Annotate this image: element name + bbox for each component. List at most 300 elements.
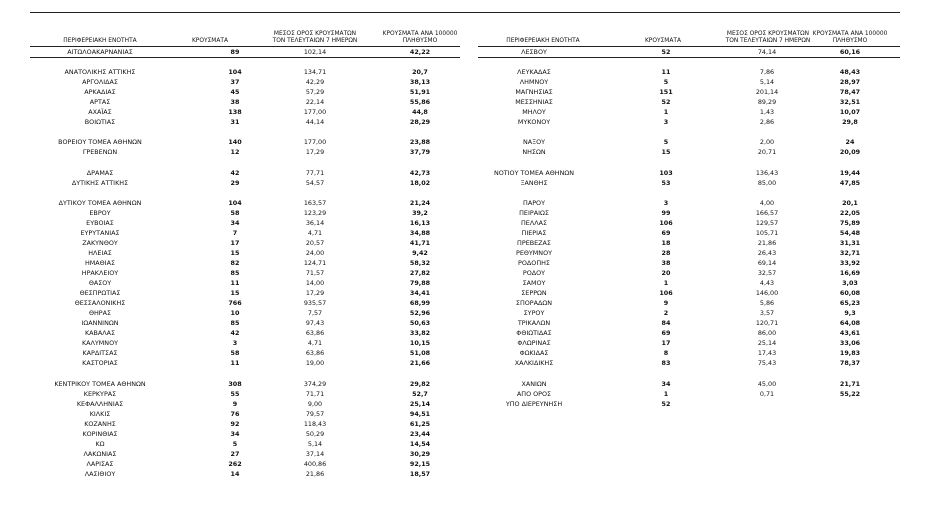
region-cell: ΜΥΚΟΝΟΥ bbox=[517, 118, 551, 127]
region-cell: ΓΡΕΒΕΝΩΝ bbox=[82, 148, 118, 157]
table-row bbox=[30, 308, 460, 318]
avg-cell: 136,43 bbox=[755, 168, 779, 177]
table-row bbox=[478, 318, 900, 328]
region-cell: ΜΗΛΟΥ bbox=[522, 108, 546, 117]
region-cell: ΦΛΩΡΙΝΑΣ bbox=[517, 339, 551, 348]
cases-cell: 29 bbox=[230, 178, 240, 187]
table-row bbox=[30, 178, 460, 188]
per100k-cell: 28,29 bbox=[409, 118, 431, 127]
region-cell: ΠΕΙΡΑΙΩΣ bbox=[519, 208, 549, 217]
cases-cell: 106 bbox=[659, 218, 673, 227]
region-cell: ΠΙΕΡΙΑΣ bbox=[521, 228, 547, 237]
avg-cell: 24,00 bbox=[305, 248, 325, 257]
per100k-cell: 94,51 bbox=[409, 409, 431, 418]
per100k-cell: 78,37 bbox=[839, 359, 861, 368]
table-row bbox=[30, 429, 460, 439]
region-cell: ΛΑΚΩΝΙΑΣ bbox=[83, 449, 117, 458]
region-cell: ΑΝΑΤΟΛΙΚΗΣ ΑΤΤΙΚΗΣ bbox=[64, 68, 136, 77]
avg-cell: 5,14 bbox=[307, 439, 323, 448]
region-cell: ΑΡΤΑΣ bbox=[89, 98, 111, 107]
table-row bbox=[30, 439, 460, 449]
region-cell: ΕΥΒΟΙΑΣ bbox=[86, 218, 114, 227]
table-row bbox=[30, 369, 460, 379]
per100k-cell: 39,2 bbox=[412, 208, 428, 217]
region-cell: ΚΕΦΑΛΛΗΝΙΑΣ bbox=[76, 399, 124, 408]
region-cell: ΠΑΡΟΥ bbox=[523, 198, 545, 207]
cases-cell: 12 bbox=[230, 148, 240, 157]
cases-cell: 8 bbox=[663, 349, 669, 358]
region-cell: ΝΗΣΩΝ bbox=[522, 148, 546, 157]
region-cell: ΗΡΑΚΛΕΙΟΥ bbox=[81, 269, 119, 278]
table-row bbox=[478, 87, 900, 97]
cases-cell: 34 bbox=[661, 379, 671, 388]
per100k-cell: 47,85 bbox=[839, 178, 861, 187]
avg-cell: 50,29 bbox=[305, 429, 325, 438]
cases-cell: 10 bbox=[230, 309, 240, 318]
region-cell: ΕΒΡΟΥ bbox=[89, 208, 111, 217]
header-per100k: ΚΡΟΥΣΜΑΤΑ ΑΝΑ 100000 ΠΛΗΘΥΣΜΟ bbox=[382, 31, 458, 44]
cases-cell: 58 bbox=[230, 208, 240, 217]
region-cell: ΛΕΣΒΟΥ bbox=[521, 48, 547, 56]
region-cell: ΣΠΟΡΑΔΩΝ bbox=[515, 299, 553, 308]
table-row bbox=[478, 278, 900, 288]
left-table bbox=[30, 24, 460, 479]
header-region: ΠΕΡΙΦΕΡΕΙΑΚΗ ΕΝΟΤΗΤΑ bbox=[63, 38, 137, 44]
avg-cell: 120,71 bbox=[755, 319, 779, 328]
table-row bbox=[478, 67, 900, 77]
region-cell: ΝΑΞΟΥ bbox=[522, 138, 546, 147]
region-cell: ΚΑΛΥΜΝΟΥ bbox=[81, 339, 119, 348]
cases-cell: 9 bbox=[663, 299, 669, 308]
per100k-cell: 16,13 bbox=[409, 218, 431, 227]
per100k-cell: 54,48 bbox=[839, 228, 861, 237]
per100k-cell: 29,8 bbox=[842, 118, 858, 127]
region-cell: ΚΕΡΚΥΡΑΣ bbox=[83, 389, 117, 398]
cases-cell: 11 bbox=[230, 279, 240, 288]
region-cell: ΑΠΟ ΟΡΟΣ bbox=[516, 389, 552, 398]
avg-cell: 9,00 bbox=[307, 399, 323, 408]
per100k-cell: 20,7 bbox=[412, 68, 428, 77]
cases-cell: 28 bbox=[661, 248, 671, 257]
cases-cell: 5 bbox=[232, 439, 238, 448]
region-cell: ΣΕΡΡΩΝ bbox=[521, 289, 547, 298]
avg-cell: 26,43 bbox=[757, 248, 777, 257]
per100k-cell: 52,7 bbox=[412, 389, 428, 398]
per100k-cell: 19,44 bbox=[839, 168, 861, 177]
cases-cell: 34 bbox=[230, 218, 240, 227]
right-table-body bbox=[478, 47, 900, 409]
region-cell: ΑΡΚΑΔΙΑΣ bbox=[84, 88, 116, 97]
avg-cell: 7,57 bbox=[307, 309, 323, 318]
avg-cell: 129,57 bbox=[755, 218, 779, 227]
region-cell: ΛΑΡΙΣΑΣ bbox=[86, 459, 114, 468]
cases-cell: 15 bbox=[661, 148, 671, 157]
cases-cell: 52 bbox=[661, 98, 671, 107]
cases-cell: 14 bbox=[230, 469, 240, 478]
table-row bbox=[30, 419, 460, 429]
cases-cell: 18 bbox=[661, 238, 671, 247]
cases-cell: 85 bbox=[230, 269, 240, 278]
avg-cell: 4,00 bbox=[759, 198, 775, 207]
table-row bbox=[30, 248, 460, 258]
per100k-cell: 20,09 bbox=[839, 148, 861, 157]
table-row bbox=[30, 469, 460, 479]
table-row bbox=[30, 228, 460, 238]
avg-cell: 17,29 bbox=[305, 289, 325, 298]
cases-cell: 11 bbox=[661, 68, 671, 77]
per100k-cell: 29,82 bbox=[409, 379, 431, 388]
per100k-cell: 21,66 bbox=[409, 359, 431, 368]
region-cell: ΕΥΡΥΤΑΝΙΑΣ bbox=[80, 228, 120, 237]
table-row bbox=[30, 288, 460, 298]
table-row bbox=[30, 47, 460, 57]
right-table-header bbox=[478, 24, 900, 47]
cases-cell: 84 bbox=[661, 319, 671, 328]
per100k-cell: 3,03 bbox=[842, 279, 858, 288]
per100k-cell: 33,92 bbox=[839, 258, 861, 267]
cases-cell: 53 bbox=[661, 178, 671, 187]
per100k-cell: 60,08 bbox=[839, 289, 861, 298]
region-cell: ΚΑΣΤΟΡΙΑΣ bbox=[82, 359, 118, 368]
table-row bbox=[478, 358, 900, 368]
per100k-cell: 18,57 bbox=[409, 469, 431, 478]
cases-cell: 31 bbox=[230, 118, 240, 127]
region-cell: ΚΩ bbox=[95, 439, 105, 448]
avg-cell: 118,43 bbox=[303, 419, 327, 428]
cases-cell: 38 bbox=[661, 258, 671, 267]
per100k-cell: 28,97 bbox=[839, 78, 861, 87]
per100k-cell: 68,99 bbox=[409, 299, 431, 308]
per100k-cell: 10,07 bbox=[839, 108, 861, 117]
per100k-cell: 20,1 bbox=[842, 198, 858, 207]
region-cell: ΦΘΙΩΤΙΔΑΣ bbox=[516, 329, 552, 338]
table-row bbox=[30, 77, 460, 87]
cases-cell: 17 bbox=[230, 238, 240, 247]
table-row bbox=[478, 369, 900, 379]
cases-cell: 38 bbox=[230, 98, 240, 107]
cases-cell: 85 bbox=[230, 319, 240, 328]
cases-cell: 27 bbox=[230, 449, 240, 458]
cases-cell: 103 bbox=[659, 168, 673, 177]
table-row bbox=[478, 188, 900, 198]
table-row bbox=[30, 127, 460, 137]
per100k-cell: 43,61 bbox=[839, 329, 861, 338]
per100k-cell: 24 bbox=[845, 138, 855, 147]
per100k-cell: 33,06 bbox=[839, 339, 861, 348]
cases-cell: 89 bbox=[230, 48, 240, 56]
per100k-cell: 9,42 bbox=[412, 248, 428, 257]
cases-cell: 55 bbox=[230, 389, 240, 398]
avg-cell: 102,14 bbox=[303, 48, 327, 56]
avg-cell: 105,71 bbox=[755, 228, 779, 237]
avg-cell: 42,29 bbox=[305, 78, 325, 87]
per100k-cell: 34,88 bbox=[409, 228, 431, 237]
per100k-cell: 64,08 bbox=[839, 319, 861, 328]
cases-cell: 2 bbox=[663, 309, 669, 318]
cases-cell: 69 bbox=[661, 329, 671, 338]
avg-cell: 0,71 bbox=[759, 389, 775, 398]
per100k-cell: 78,47 bbox=[839, 88, 861, 97]
cases-cell: 11 bbox=[230, 359, 240, 368]
region-cell: ΚΟΖΑΝΗΣ bbox=[84, 419, 116, 428]
avg-cell: 44,14 bbox=[305, 118, 325, 127]
region-cell: ΚΑΒΑΛΑΣ bbox=[84, 329, 116, 338]
avg-cell: 69,14 bbox=[757, 258, 777, 267]
table-row bbox=[478, 147, 900, 157]
avg-cell: 4,71 bbox=[307, 339, 323, 348]
table-row bbox=[30, 208, 460, 218]
cases-cell: 34 bbox=[230, 429, 240, 438]
table-row bbox=[30, 137, 460, 147]
per100k-cell: 32,71 bbox=[839, 248, 861, 257]
table-row bbox=[478, 47, 900, 57]
avg-cell: 124,71 bbox=[303, 258, 327, 267]
avg-cell: 97,43 bbox=[305, 319, 325, 328]
region-cell: ΔΥΤΙΚΟΥ ΤΟΜΕΑ ΑΘΗΝΩΝ bbox=[58, 198, 142, 207]
region-cell: ΚΟΡΙΝΘΙΑΣ bbox=[82, 429, 118, 438]
per100k-cell: 21,71 bbox=[839, 379, 861, 388]
table-row bbox=[478, 57, 900, 67]
table-row bbox=[30, 97, 460, 107]
per100k-cell: 79,88 bbox=[409, 279, 431, 288]
per100k-cell: 22,05 bbox=[839, 208, 861, 217]
table-row bbox=[30, 409, 460, 419]
region-cell: ΣΑΜΟΥ bbox=[522, 279, 546, 288]
region-cell: ΧΑΛΚΙΔΙΚΗΣ bbox=[514, 359, 554, 368]
cases-cell: 138 bbox=[228, 108, 242, 117]
table-row bbox=[30, 399, 460, 409]
avg-cell: 63,86 bbox=[305, 349, 325, 358]
region-cell: ΡΟΔΟΠΗΣ bbox=[518, 258, 550, 267]
per100k-cell: 51,91 bbox=[409, 88, 431, 97]
table-row bbox=[30, 117, 460, 127]
per100k-cell: 16,69 bbox=[839, 269, 861, 278]
table-row bbox=[478, 308, 900, 318]
region-cell: ΚΙΛΚΙΣ bbox=[89, 409, 111, 418]
region-cell: ΒΟΡΕΙΟΥ ΤΟΜΕΑ ΑΘΗΝΩΝ bbox=[58, 138, 142, 147]
per100k-cell: 48,43 bbox=[839, 68, 861, 77]
per100k-cell: 32,51 bbox=[839, 98, 861, 107]
avg-cell: 21,86 bbox=[305, 469, 325, 478]
cases-cell: 58 bbox=[230, 349, 240, 358]
cases-cell: 7 bbox=[232, 228, 238, 237]
per100k-cell: 58,32 bbox=[409, 258, 431, 267]
avg-cell: 3,57 bbox=[759, 309, 775, 318]
table-row bbox=[30, 459, 460, 469]
cases-cell: 151 bbox=[659, 88, 673, 97]
region-cell: ΘΗΡΑΣ bbox=[88, 309, 112, 318]
right-table bbox=[478, 24, 900, 409]
cases-report bbox=[30, 12, 900, 480]
table-row bbox=[30, 87, 460, 97]
avg-cell: 4,43 bbox=[759, 279, 775, 288]
region-cell: ΛΑΣΙΘΙΟΥ bbox=[84, 469, 116, 478]
cases-cell: 76 bbox=[230, 409, 240, 418]
region-cell: ΗΜΑΘΙΑΣ bbox=[84, 258, 115, 267]
cases-cell: 15 bbox=[230, 248, 240, 257]
table-row bbox=[478, 117, 900, 127]
avg-cell: 89,29 bbox=[757, 98, 777, 107]
per100k-cell: 27,82 bbox=[409, 269, 431, 278]
avg-cell: 146,00 bbox=[755, 289, 779, 298]
table-row bbox=[30, 158, 460, 168]
table-row bbox=[478, 168, 900, 178]
table-row bbox=[30, 258, 460, 268]
cases-cell: 15 bbox=[230, 289, 240, 298]
header-avg7: ΜΕΣΟΣ ΟΡΟΣ ΚΡΟΥΣΜΑΤΩΝ ΤΟΝ ΤΕΛΕΥΤΑΙΩΝ 7 ΗΜΕΡΩΝ bbox=[272, 31, 358, 44]
table-row bbox=[30, 298, 460, 308]
table-row bbox=[30, 168, 460, 178]
table-row bbox=[478, 178, 900, 188]
per100k-cell: 18,02 bbox=[409, 178, 431, 187]
table-row bbox=[478, 338, 900, 348]
per100k-cell: 55,22 bbox=[839, 389, 861, 398]
avg-cell: 177,00 bbox=[303, 138, 327, 147]
header-region: ΠΕΡΙΦΕΡΕΙΑΚΗ ΕΝΟΤΗΤΑ bbox=[506, 38, 580, 44]
region-cell: ΠΡΕΒΕΖΑΣ bbox=[517, 238, 551, 247]
table-row bbox=[478, 268, 900, 278]
table-row bbox=[30, 449, 460, 459]
avg-cell: 2,00 bbox=[759, 138, 775, 147]
avg-cell: 32,57 bbox=[757, 269, 777, 278]
avg-cell: 5,14 bbox=[759, 78, 775, 87]
avg-cell: 36,14 bbox=[305, 218, 325, 227]
table-row bbox=[478, 77, 900, 87]
per100k-cell: 52,96 bbox=[409, 309, 431, 318]
per100k-cell: 23,44 bbox=[409, 429, 431, 438]
avg-cell: 4,71 bbox=[307, 228, 323, 237]
region-cell: ΘΕΣΠΡΩΤΙΑΣ bbox=[79, 289, 121, 298]
region-cell: ΡΕΘΥΜΝΟΥ bbox=[515, 248, 553, 257]
table-row bbox=[478, 389, 900, 399]
cases-cell: 37 bbox=[230, 78, 240, 87]
table-row bbox=[478, 127, 900, 137]
table-row bbox=[30, 268, 460, 278]
header-avg7: ΜΕΣΟΣ ΟΡΟΣ ΚΡΟΥΣΜΑΤΩΝ ΤΟΝ ΤΕΛΕΥΤΑΙΩΝ 7 ΗΜΕΡΩΝ bbox=[725, 31, 811, 44]
avg-cell: 5,86 bbox=[759, 299, 775, 308]
avg-cell: 86,00 bbox=[757, 329, 777, 338]
per100k-cell: 37,79 bbox=[409, 148, 431, 157]
avg-cell: 14,00 bbox=[305, 279, 325, 288]
avg-cell: 77,71 bbox=[305, 168, 325, 177]
region-cell: ΤΡΙΚΑΛΩΝ bbox=[517, 319, 551, 328]
avg-cell: 7,86 bbox=[759, 68, 775, 77]
per100k-cell: 55,86 bbox=[409, 98, 431, 107]
region-cell: ΦΩΚΙΔΑΣ bbox=[519, 349, 549, 358]
cases-cell: 106 bbox=[659, 289, 673, 298]
table-row bbox=[478, 328, 900, 338]
per100k-cell: 10,15 bbox=[409, 339, 431, 348]
table-row bbox=[30, 328, 460, 338]
region-cell: ΜΕΣΣΗΝΙΑΣ bbox=[515, 98, 553, 107]
avg-cell: 75,43 bbox=[757, 359, 777, 368]
region-cell: ΜΑΓΝΗΣΙΑΣ bbox=[515, 88, 553, 97]
avg-cell: 374,29 bbox=[303, 379, 327, 388]
per100k-cell: 92,15 bbox=[409, 459, 431, 468]
cases-cell: 3 bbox=[663, 198, 669, 207]
cases-cell: 5 bbox=[663, 138, 669, 147]
per100k-cell: 42,73 bbox=[409, 168, 431, 177]
region-cell: ΛΕΥΚΑΔΑΣ bbox=[517, 68, 551, 77]
table-row bbox=[30, 338, 460, 348]
table-row bbox=[30, 147, 460, 157]
cases-cell: 308 bbox=[228, 379, 242, 388]
per100k-cell: 44,8 bbox=[412, 108, 428, 117]
avg-cell: 79,57 bbox=[305, 409, 325, 418]
cases-cell: 3 bbox=[232, 339, 238, 348]
region-cell: ΠΕΛΛΑΣ bbox=[521, 218, 547, 227]
per100k-cell: 14,54 bbox=[409, 439, 431, 448]
avg-cell: 17,43 bbox=[757, 349, 777, 358]
cases-cell: 3 bbox=[663, 118, 669, 127]
cases-cell: 1 bbox=[663, 108, 669, 117]
region-cell: ΗΛΕΙΑΣ bbox=[88, 248, 112, 257]
avg-cell: 25,14 bbox=[757, 339, 777, 348]
cases-cell: 17 bbox=[661, 339, 671, 348]
avg-cell: 74,14 bbox=[757, 48, 777, 56]
cases-cell: 52 bbox=[661, 399, 671, 408]
avg-cell: 57,29 bbox=[305, 88, 325, 97]
region-cell: ΑΙΤΩΛΟΑΚΑΡΝΑΝΙΑΣ bbox=[67, 48, 133, 56]
table-row bbox=[30, 67, 460, 77]
region-cell: ΛΗΜΝΟΥ bbox=[519, 78, 549, 87]
table-row bbox=[478, 348, 900, 358]
avg-cell: 37,14 bbox=[305, 449, 325, 458]
avg-cell: 63,86 bbox=[305, 329, 325, 338]
cases-cell: 766 bbox=[228, 299, 242, 308]
region-cell: ΥΠΟ ΔΙΕΡΕΥΝΗΣΗ bbox=[505, 399, 563, 408]
cases-cell: 82 bbox=[230, 258, 240, 267]
avg-cell: 201,14 bbox=[755, 88, 779, 97]
avg-cell: 163,57 bbox=[303, 198, 327, 207]
per100k-cell: 61,25 bbox=[409, 419, 431, 428]
table-row bbox=[30, 278, 460, 288]
table-row bbox=[478, 158, 900, 168]
avg-cell: 85,00 bbox=[757, 178, 777, 187]
cases-cell: 262 bbox=[228, 459, 242, 468]
per100k-cell: 33,82 bbox=[409, 329, 431, 338]
left-table-header bbox=[30, 24, 460, 47]
region-cell: ΒΟΙΩΤΙΑΣ bbox=[84, 118, 116, 127]
header-cases: ΚΡΟΥΣΜΑΤΑ bbox=[644, 38, 682, 44]
table-row bbox=[478, 399, 900, 409]
cases-cell: 104 bbox=[228, 198, 242, 207]
table-row bbox=[478, 379, 900, 389]
per100k-cell: 41,71 bbox=[409, 238, 431, 247]
table-row bbox=[30, 379, 460, 389]
table-row bbox=[30, 389, 460, 399]
table-row bbox=[478, 298, 900, 308]
table-row bbox=[30, 238, 460, 248]
table-row bbox=[30, 198, 460, 208]
cases-cell: 1 bbox=[663, 279, 669, 288]
per100k-cell: 60,16 bbox=[839, 48, 861, 56]
avg-cell: 22,14 bbox=[305, 98, 325, 107]
region-cell: ΚΕΝΤΡΙΚΟΥ ΤΟΜΕΑ ΑΘΗΝΩΝ bbox=[54, 379, 146, 388]
per100k-cell: 51,08 bbox=[409, 349, 431, 358]
region-cell: ΑΡΓΟΛΙΔΑΣ bbox=[82, 78, 118, 87]
region-cell: ΝΟΤΙΟΥ ΤΟΜΕΑ ΑΘΗΝΩΝ bbox=[493, 168, 575, 177]
avg-cell: 166,57 bbox=[755, 208, 779, 217]
avg-cell: 400,86 bbox=[303, 459, 327, 468]
top-border bbox=[30, 12, 900, 13]
avg-cell: 20,71 bbox=[757, 148, 777, 157]
avg-cell: 2,86 bbox=[759, 118, 775, 127]
header-cases: ΚΡΟΥΣΜΑΤΑ bbox=[191, 38, 229, 44]
avg-cell: 935,57 bbox=[303, 299, 327, 308]
cases-cell: 69 bbox=[661, 228, 671, 237]
per100k-cell: 50,63 bbox=[409, 319, 431, 328]
